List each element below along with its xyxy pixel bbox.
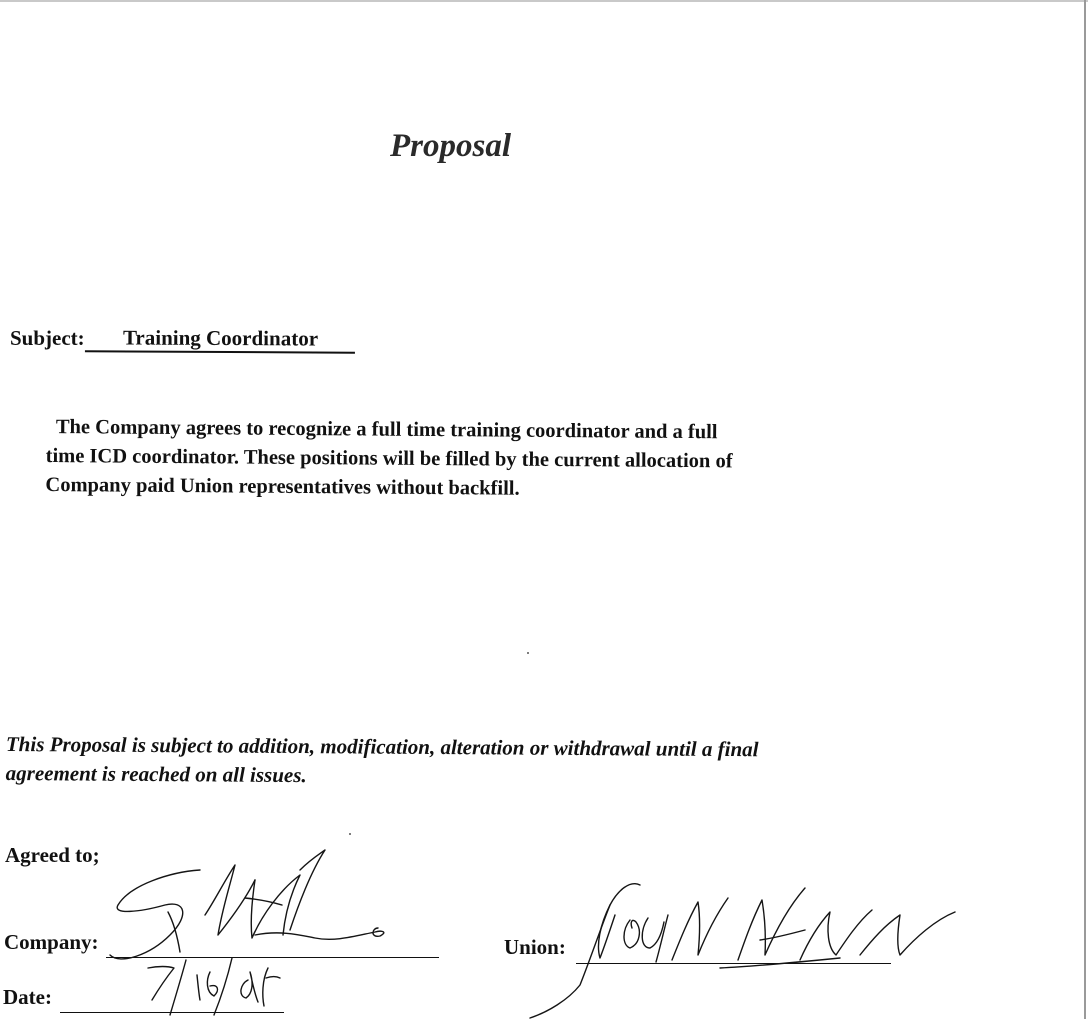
- body-line: time ICD coordinator. These positions will be filled by the current allocation of: [45, 444, 733, 473]
- body-line: Company paid Union representatives without backfill.: [45, 473, 520, 500]
- document-title: Proposal: [390, 128, 512, 164]
- date-label: Date:: [3, 985, 52, 1009]
- company-label: Company:: [4, 930, 99, 954]
- disclaimer-line: This Proposal is subject to addition, modification, alteration or withdrawal until a final: [5, 731, 759, 762]
- body-line: The Company agrees to recognize a full time training coordinator and a full: [55, 416, 718, 444]
- subject-value: Training Coordinator: [85, 325, 355, 353]
- disclaimer-line: agreement is reached on all issues.: [5, 760, 307, 788]
- union-label: Union:: [504, 935, 566, 959]
- agreed-label: Agreed to;: [5, 843, 100, 867]
- subject-label: Subject:: [10, 326, 85, 350]
